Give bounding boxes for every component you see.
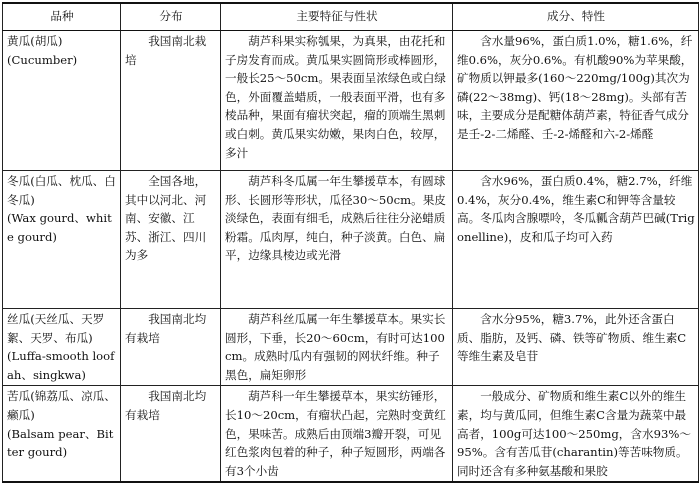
header-distribution: 分布	[121, 3, 221, 31]
variety-name-en: (Balsam pear、Bitter gourd)	[7, 426, 114, 460]
variety-cell	[3, 31, 121, 171]
features-text: 葫芦科丝瓜属一年生攀援草本。果实长圆形，下垂，长20～60cm，有时可达100cm。成熟时瓜内有强韧的网状纤维。种子黑色，扁矩卵形	[225, 312, 446, 382]
header-composition: 成分、特性	[453, 3, 699, 31]
composition-cell	[453, 31, 699, 171]
composition-text: 含水分95%，糖3.7%，此外还含蛋白质、脂肪，及钙、磷、铁等矿物质、维生素C等维生素及皂苷	[457, 312, 687, 364]
table-header	[3, 3, 699, 31]
features-cell	[221, 309, 453, 386]
distribution-cell	[121, 31, 221, 171]
features-cell	[221, 31, 453, 171]
header-row	[3, 3, 699, 31]
distribution-text: 全国各地，其中以河北、河南、安徽、江苏、浙江、四川为多	[125, 174, 207, 263]
features-cell	[221, 171, 453, 309]
header-features: 主要特征与性状	[221, 3, 453, 31]
variety-cell	[3, 309, 121, 386]
composition-cell	[453, 386, 699, 482]
features-cell	[221, 386, 453, 482]
composition-text: 含水量96%，蛋白质1.0%，糖1.6%，纤维0.6%，灰分0.6%。有机酸90%为苹果酸，矿物质以钾最多(160～220mg/100g)其次为磷(22～38mg)、钙(18～28mg)。头部有苦味，主要成分是配糖体葫芦素，特征香气成分是壬-2-二烯醛、壬-2-烯醛和六-2-烯醛	[457, 34, 693, 141]
features-text: 葫芦科冬瓜属一年生攀援草本，有圆球形、长圆形等形状，瓜径30～50cm。果皮淡绿色，表面有细毛，成熟后往往分泌蜡质粉霜。瓜肉厚，纯白，种子淡黄。白色、扁平，边缘具棱边或光滑	[225, 174, 446, 263]
composition-cell	[453, 309, 699, 386]
variety-cell	[3, 386, 121, 482]
table-row	[3, 31, 699, 171]
variety-name-en: (Cucumber)	[7, 52, 78, 67]
features-text: 葫芦科一年生攀援草本，果实纺锤形，长10～20cm，有瘤状凸起，完熟时变黄红色，果味苦。成熟后由顶端3瓣开裂，可见红色浆肉包着的种子，种子短圆形，两端各有3个小齿	[225, 389, 446, 478]
table-row	[3, 171, 699, 309]
distribution-text: 我国南北均有栽培	[125, 389, 207, 422]
variety-name-cn: 黄瓜(胡瓜)	[7, 34, 63, 48]
vegetable-table	[2, 2, 699, 483]
variety-cell	[3, 171, 121, 309]
variety-name-cn: 冬瓜(白瓜、枕瓜、白冬瓜)	[7, 174, 116, 207]
distribution-cell	[121, 309, 221, 386]
variety-name-en: (Wax gourd、white gourd)	[7, 211, 112, 244]
distribution-text: 我国南北均有栽培	[125, 312, 207, 345]
features-text: 葫芦科果实称瓠果，为真果，由花托和子房发育而成。黄瓜果实圆筒形或棒圆形，一般长25～50cm。果表面呈浓绿色或白绿色，外面覆盖蜡质，一般表面平滑，也有多棱品种，果面有瘤状突起，瘤的顶端生黑刺或白刺。黄瓜果实幼嫩，果肉白色，较厚，多汁	[225, 34, 446, 160]
variety-name-cn: 丝瓜(天丝瓜、天罗絮、天罗、布瓜)	[7, 312, 105, 345]
table-body	[3, 31, 699, 483]
header-variety: 品种	[3, 3, 121, 31]
composition-text: 一般成分、矿物质和维生素C以外的维生素，均与黄瓜同，但维生素C含量为蔬菜中最高者，100g可达100～250mg，含水93%～95%。含有苦瓜苷(charantin)等苦味物质。同时还含有多种氨基酸和果胶	[457, 389, 691, 478]
distribution-cell	[121, 386, 221, 482]
variety-name-cn: 苦瓜(锦荔瓜、凉瓜、癞瓜)	[7, 389, 116, 422]
distribution-text: 我国南北栽培	[125, 34, 207, 67]
composition-cell	[453, 171, 699, 309]
composition-text: 含水96%，蛋白质0.4%，糖2.7%，纤维0.4%，灰分0.4%，维生素C和钾等含量较高。冬瓜肉含腺嘌呤，冬瓜瓤含葫芦巴碱(Trigonelline)，皮和瓜子均可入药	[457, 174, 695, 244]
table-row	[3, 309, 699, 386]
variety-name-en: (Luffa-smooth loofah、singkwa)	[7, 349, 115, 382]
distribution-cell	[121, 171, 221, 309]
table-row	[3, 386, 699, 482]
